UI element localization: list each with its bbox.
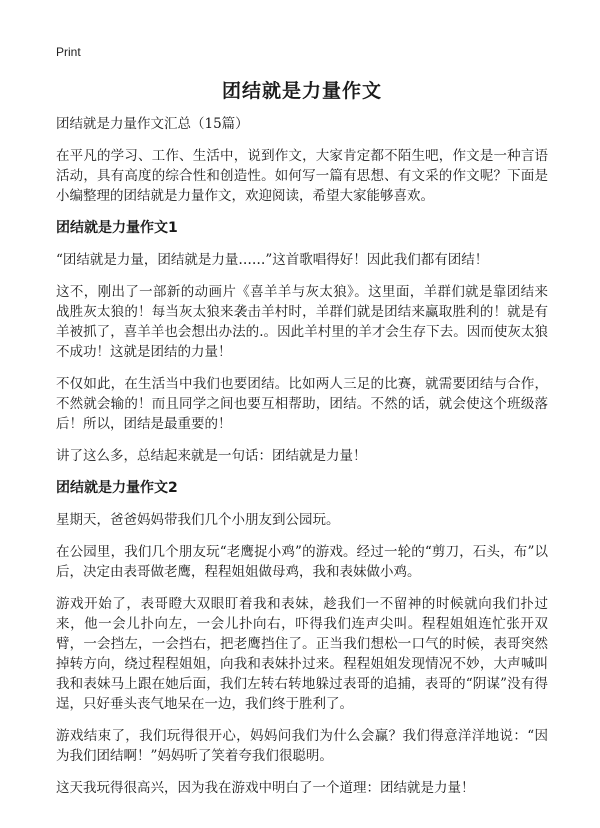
page-title: 团结就是力量作文 <box>221 80 382 102</box>
paragraph: 不仅如此，在生活当中我们也要团结。比如两人三足的比赛，就需要团结与合作，不然就会输的！而且同学之间也要互相帮助，团结。不然的话，就会使这个班级落后！所以，团结是最重要的！ <box>56 376 548 432</box>
paragraph: 游戏开始了，表哥瞪大双眼盯着我和表妹，趁我们一不留神的时候就向我们扑过来，他一会儿扑向左，一会儿扑向右，吓得我们连声尖叫。程程姐姐连忙张开双臂，一会挡左，一会挡右，把老鹰挡住了。正当我们想松一口气的时候，表哥突然掉转方向，绕过程程姐姐，向我和表妹扑过来。程程姐姐发现情况不妙，大声喊叫我和表妹马上跟在她后面，我们左转右转地躲过表哥的追捕，表哥的“阴谋”没有得逞，只好垂头丧气地呆在一边，我们终于胜利了。 <box>56 596 548 712</box>
print-link[interactable]: Print <box>56 45 81 59</box>
paragraph: 这天我玩得很高兴，因为我在游戏中明白了一个道理：团结就是力量！ <box>56 780 475 796</box>
paragraph: 这不，刚出了一部新的动画片《喜羊羊与灰太狼》。这里面，羊群们就是靠团结来战胜灰太狼的！每当灰太狼来袭击羊村时，羊群们就是团结来赢取胜利的！就是有羊被抓了，喜羊羊也会想出办法的.。因此羊村里的羊才会生存下去。因而使灰太狼不成功！这就是团结的力量！ <box>56 284 548 360</box>
section-heading: 团结就是力量作文2 <box>56 480 178 496</box>
document-subtitle: 团结就是力量作文汇总（15篇） <box>56 116 249 132</box>
section-heading: 团结就是力量作文1 <box>56 220 178 236</box>
essay-section-1 <box>56 218 548 466</box>
essay-section-2 <box>56 478 548 798</box>
intro-paragraph: 在平凡的学习、工作、生活中，说到作文，大家肯定都不陌生吧，作文是一种言语活动，具有高度的综合性和创造性。如何写一篇有思想、有文采的作文呢？下面是小编整理的团结就是力量作文，欢迎阅读，希望大家能够喜欢。 <box>56 148 548 204</box>
paragraph: 讲了这么多，总结起来就是一句话：团结就是力量！ <box>56 448 367 464</box>
paragraph: 游戏结束了，我们玩得很开心，妈妈问我们为什么会赢？我们得意洋洋地说：“因为我们团结啊！”妈妈听了笑着夸我们很聪明。 <box>56 728 548 764</box>
paragraph: 星期天，爸爸妈妈带我们几个小朋友到公园玩。 <box>56 512 340 528</box>
paragraph: 在公园里，我们几个朋友玩“老鹰捉小鸡”的游戏。经过一轮的“剪刀，石头，布”以后，决定由表哥做老鹰，程程姐姐做母鸡，我和表妹做小鸡。 <box>56 544 548 580</box>
paragraph: “团结就是力量，团结就是力量……”这首歌唱得好！因此我们都有团结！ <box>56 252 489 268</box>
